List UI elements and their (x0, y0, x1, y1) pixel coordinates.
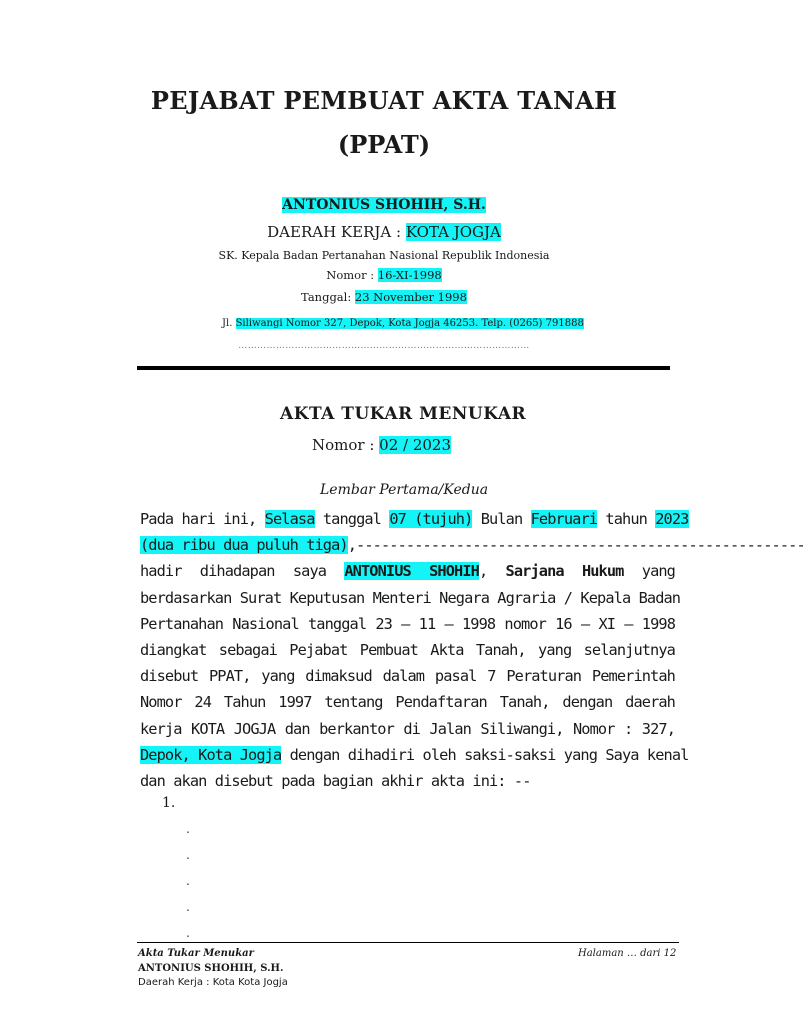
body-line (140, 742, 689, 768)
decree-date-value: 23 November 1998 (354, 290, 467, 304)
notary-name-inline: ANTONIUS SHOHIH (344, 562, 479, 581)
notary-name-line (0, 197, 768, 213)
body-line: kerja KOTA JOGJA dan berkantor di Jalan Siliwangi, Nomor : 327, (140, 719, 675, 738)
deed-number-label: Nomor : (312, 436, 380, 454)
decree-number-value: 16-XI-1998 (377, 268, 442, 282)
date-value: 07 (tujuh) (389, 510, 473, 528)
decree-date-line (0, 290, 768, 304)
work-area-value: KOTA JOGJA (405, 223, 501, 241)
dash-filler: ,------------------------------------------------------ (347, 536, 805, 555)
decree-number-line (0, 268, 768, 282)
list-placeholder-dot: . (186, 848, 190, 862)
address-value: Siliwangi Nomor 327, Depok, Kota Jogja 46253. Telp. (0265) 791888 (235, 318, 584, 329)
body-line (140, 532, 805, 558)
body-text: Pada hari ini, (140, 510, 265, 528)
address-prefix: Jl. (222, 318, 236, 329)
body-line: Nomor 24 Tahun 1997 tentang Pendaftaran Tanah, dengan daerah (140, 693, 675, 712)
decree-line: SK. Kepala Badan Pertanahan Nasional Republik Indonesia (218, 249, 550, 262)
year-value: 2023 (655, 510, 689, 528)
page-title: PEJABAT PEMBUAT AKTA TANAH (150, 86, 618, 115)
month-value: Februari (530, 510, 598, 528)
body-text: yang (623, 562, 675, 581)
sheet-label: Lembar Pertama/Kedua (320, 482, 489, 498)
footer-work-area: Daerah Kerja : Kota Kota Jogja (138, 977, 288, 988)
body-line: diangkat sebagai Pejabat Pembuat Akta Tanah, yang selanjutnya (140, 641, 675, 660)
notary-name: ANTONIUS SHOHIH, S.H. (282, 197, 486, 213)
body-line (140, 558, 675, 584)
footer-notary-name: ANTONIUS SHOHIH, S.H. (138, 963, 284, 974)
body-text: hadir dihadapan saya (140, 562, 345, 581)
address-line (222, 318, 584, 329)
list-placeholder-dot: . (186, 822, 190, 836)
body-text: tahun (597, 510, 656, 528)
deed-title: AKTA TUKAR MENUKAR (280, 404, 527, 424)
footer-page-number: Halaman … dari 12 (578, 948, 677, 959)
deed-number-line (312, 436, 451, 454)
body-line: dan akan disebut pada bagian akhir akta ini: -- (140, 772, 531, 791)
deed-body (140, 506, 805, 794)
work-area-label: DAERAH KERJA : (267, 223, 406, 241)
body-text: , (478, 562, 506, 581)
body-line: disebut PPAT, yang dimaksud dalam pasal 7 Peraturan Pemerintah (140, 667, 675, 686)
body-line: Pertanahan Nasional tanggal 23 – 11 – 1998 nomor 16 – XI – 1998 (140, 614, 675, 633)
header-rule (137, 366, 670, 370)
body-line (140, 506, 689, 532)
dotted-separator: ………………………………………………………………………………… (238, 341, 530, 351)
page-subtitle: (PPAT) (337, 130, 431, 159)
footer-rule (137, 942, 679, 943)
body-text: dengan dihadiri oleh saksi-saksi yang Saya kenal (281, 745, 689, 764)
decree-number-label: Nomor : (326, 268, 378, 282)
list-placeholder-dot: . (186, 926, 190, 940)
notary-title-inline: Sarjana Hukum (505, 562, 624, 581)
body-text: tanggal (314, 510, 390, 528)
list-placeholder-dot: . (186, 874, 190, 888)
list-number: 1. (162, 795, 176, 811)
decree-date-label: Tanggal: (301, 290, 355, 304)
body-line: berdasarkan Surat Keputusan Menteri Negara Agraria / Kepala Badan (140, 588, 681, 607)
day-value: Selasa (264, 510, 315, 528)
list-placeholder-dot: . (186, 900, 190, 914)
deed-number-value: 02 / 2023 (379, 436, 452, 454)
body-text: Bulan (472, 510, 531, 528)
office-place-value: Depok, Kota Jogja (140, 745, 282, 764)
footer-deed-title: Akta Tukar Menukar (138, 948, 254, 959)
year-words-value: (dua ribu dua puluh tiga) (140, 536, 348, 555)
work-area-line (0, 223, 768, 241)
